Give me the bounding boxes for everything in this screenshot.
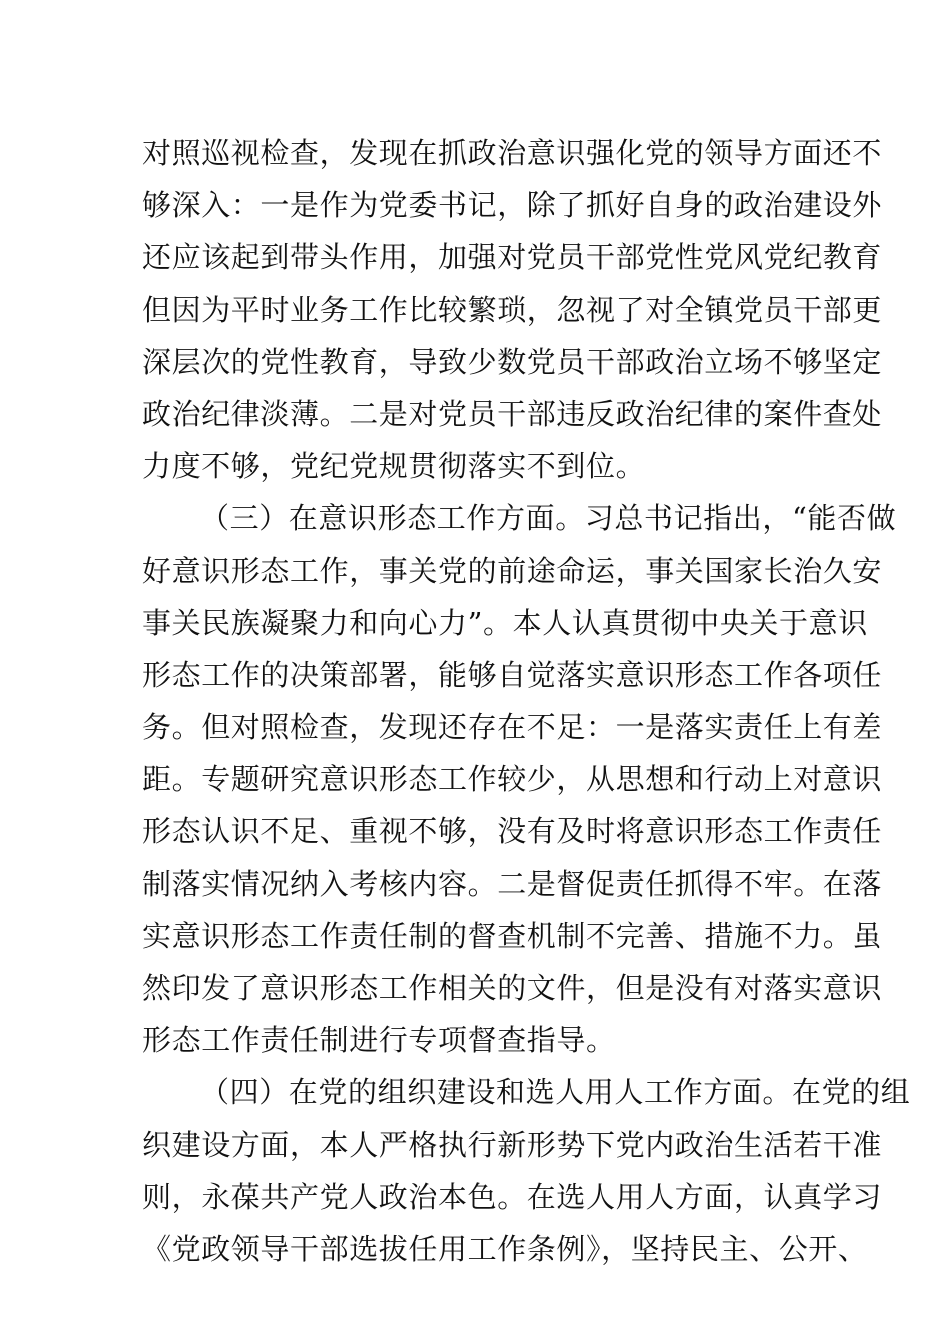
text-line-15: 制落实情况纳入考核内容。二是督促责任抓得不牢。在落: [142, 866, 883, 901]
text-line-1: 对照巡视检查，发现在抓政治意识强化党的领导方面还不: [142, 136, 883, 170]
text-line-10: 事关民族凝聚力和向心力”。本人认真贯彻中央关于意识: [142, 605, 868, 640]
body-text: [142, 127, 911, 1275]
text-line-9: 好意识形态工作，事关党的前途命运，事关国家长治久安: [142, 553, 883, 588]
text-line-21: 则，永葆共产党人政治本色。在选人用人方面，认真学习: [142, 1179, 883, 1214]
text-line-22: 《党政领导干部选拔任用工作条例》，坚持民主、公开、: [142, 1231, 868, 1266]
text-line-11: 形态工作的决策部署，能够自觉落实意识形态工作各项任: [142, 657, 883, 692]
text-line-5: 深层次的党性教育，导致少数党员干部政治立场不够坚定: [142, 344, 883, 379]
text-line-16: 实意识形态工作责任制的督查机制不完善、措施不力。虽: [142, 918, 883, 953]
section-four-heading-line: （四）在党的组织建设和选人用人工作方面。在党的组: [200, 1075, 911, 1110]
text-line-7: 力度不够，党纪党规贯彻落实不到位。: [142, 449, 646, 484]
text-line-20: 织建设方面，本人严格执行新形势下党内政治生活若干准: [142, 1127, 883, 1162]
section-three-heading-line: （三）在意识形态工作方面。习总书记指出，“能否做: [200, 501, 897, 536]
text-line-18: 形态工作责任制进行专项督查指导。: [142, 1023, 616, 1058]
text-line-14: 形态认识不足、重视不够，没有及时将意识形态工作责任: [142, 814, 883, 849]
text-line-17: 然印发了意识形态工作相关的文件，但是没有对落实意识: [142, 971, 883, 1005]
text-line-3: 还应该起到带头作用，加强对党员干部党性党风党纪教育: [142, 240, 883, 275]
text-line-6: 政治纪律淡薄。二是对党员干部违反政治纪律的案件查处: [142, 396, 883, 431]
text-line-4: 但因为平时业务工作比较繁琐，忽视了对全镇党员干部更: [142, 292, 883, 327]
text-line-13: 距。专题研究意识形态工作较少，从思想和行动上对意识: [142, 762, 883, 797]
text-line-12: 务。但对照检查，发现还存在不足：一是落实责任上有差: [142, 710, 883, 745]
text-line-2: 够深入：一是作为党委书记，除了抓好自身的政治建设外: [142, 188, 883, 223]
